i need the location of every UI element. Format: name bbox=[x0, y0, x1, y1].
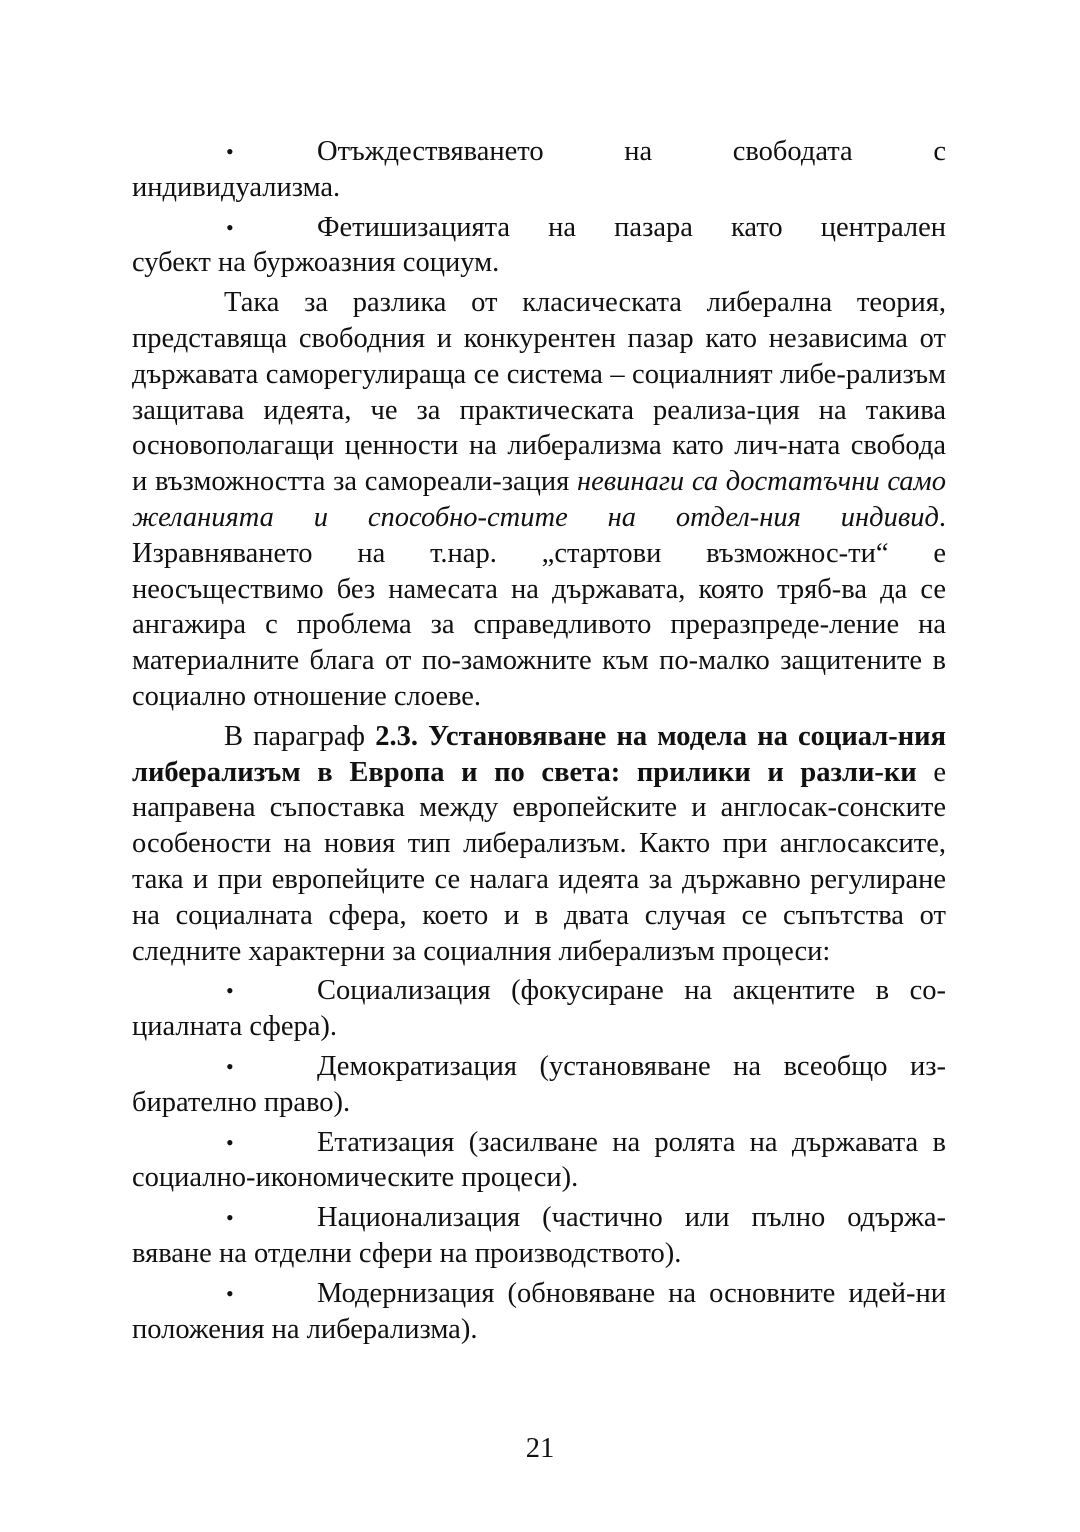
paragraph-section-2-3 bbox=[132, 719, 946, 970]
bullet-item bbox=[132, 1200, 946, 1272]
paragraph-text: . Изравняването на т.нар. „стартови възможнос-ти“ е неосъществимо без намесата на държавата, която тряб-ва да се ангажира с проблема за справедливото преразпреде-ление на материалните блага от по-заможните към по-малко защитените в социално отношение слоеве. bbox=[132, 501, 946, 712]
bullet-text-line2: субект на буржоазния социум. bbox=[132, 247, 500, 279]
bullet-text-line2: индивидуализма. bbox=[132, 171, 341, 203]
bullet-icon: • bbox=[226, 1280, 234, 1306]
bullet-icon: • bbox=[226, 1205, 234, 1231]
bullet-text-line1: Фетишизацията на пазара като централен bbox=[317, 211, 946, 243]
bullet-icon: • bbox=[226, 214, 234, 240]
bullet-text-line1: Отъждествяването на свободата с bbox=[317, 136, 946, 167]
bullet-icon: • bbox=[226, 139, 234, 164]
bullet-text: Модернизация (обновяване на основните идей-ни положения на либерализма). bbox=[132, 1277, 946, 1345]
section-title: 2.3. Установяване на модела на социал-ния либерализъм в Европа и по света: прилики и разли-ки bbox=[132, 720, 946, 788]
bullet-item bbox=[132, 134, 946, 206]
bullet-item bbox=[132, 210, 946, 282]
bullet-text: Социализация (фокусиране на акцентите в со-циалната сфера). bbox=[132, 975, 946, 1043]
bullet-item bbox=[132, 1049, 946, 1121]
bullet-text: Национализация (частично или пълно одържа-вяване на отделни сфери на производството). bbox=[132, 1202, 946, 1269]
paragraph-italic-text: невинаги са достатъчни само желанията и способно-стите на отдел-ния индивид bbox=[132, 466, 946, 533]
bullet-item bbox=[132, 1276, 946, 1348]
paragraph-social-liberalism bbox=[132, 285, 946, 715]
page-body bbox=[132, 134, 946, 1351]
bullet-icon: • bbox=[226, 1129, 234, 1155]
bullet-text: Демократизация (установяване на всеобщо из-бирателно право). bbox=[132, 1050, 946, 1118]
bullet-icon: • bbox=[226, 1053, 234, 1079]
paragraph-text: Така за разлика от класическата либерална теория, представяща свободния и конкурентен пазар като независима от държавата саморегулираща се система – социалният либе-рализъм защитава идеята, че за практическата реализа-ция на такива основополагащи ценности на либерализма като лич-ната свобода и възможността за самореали-зация bbox=[132, 287, 946, 498]
bullet-item bbox=[132, 973, 946, 1045]
bullet-item bbox=[132, 1125, 946, 1197]
bullet-text: Етатизация (засилване на ролята на държавата в социално-икономическите процеси). bbox=[132, 1126, 946, 1194]
bullet-icon: • bbox=[226, 978, 234, 1004]
paragraph-text: е направена съпоставка между европейските и англосак-сонските особености на новия тип либерализъм. Както при англосаксите, така и при европейците се налага идеята за държавно регулиране на социалната сфера, което и в двата случая се съпътства от следните характерни за социалния либерализъм процеси: bbox=[132, 756, 946, 967]
paragraph-text: В параграф bbox=[224, 720, 376, 752]
page-number: 21 bbox=[525, 1433, 555, 1464]
